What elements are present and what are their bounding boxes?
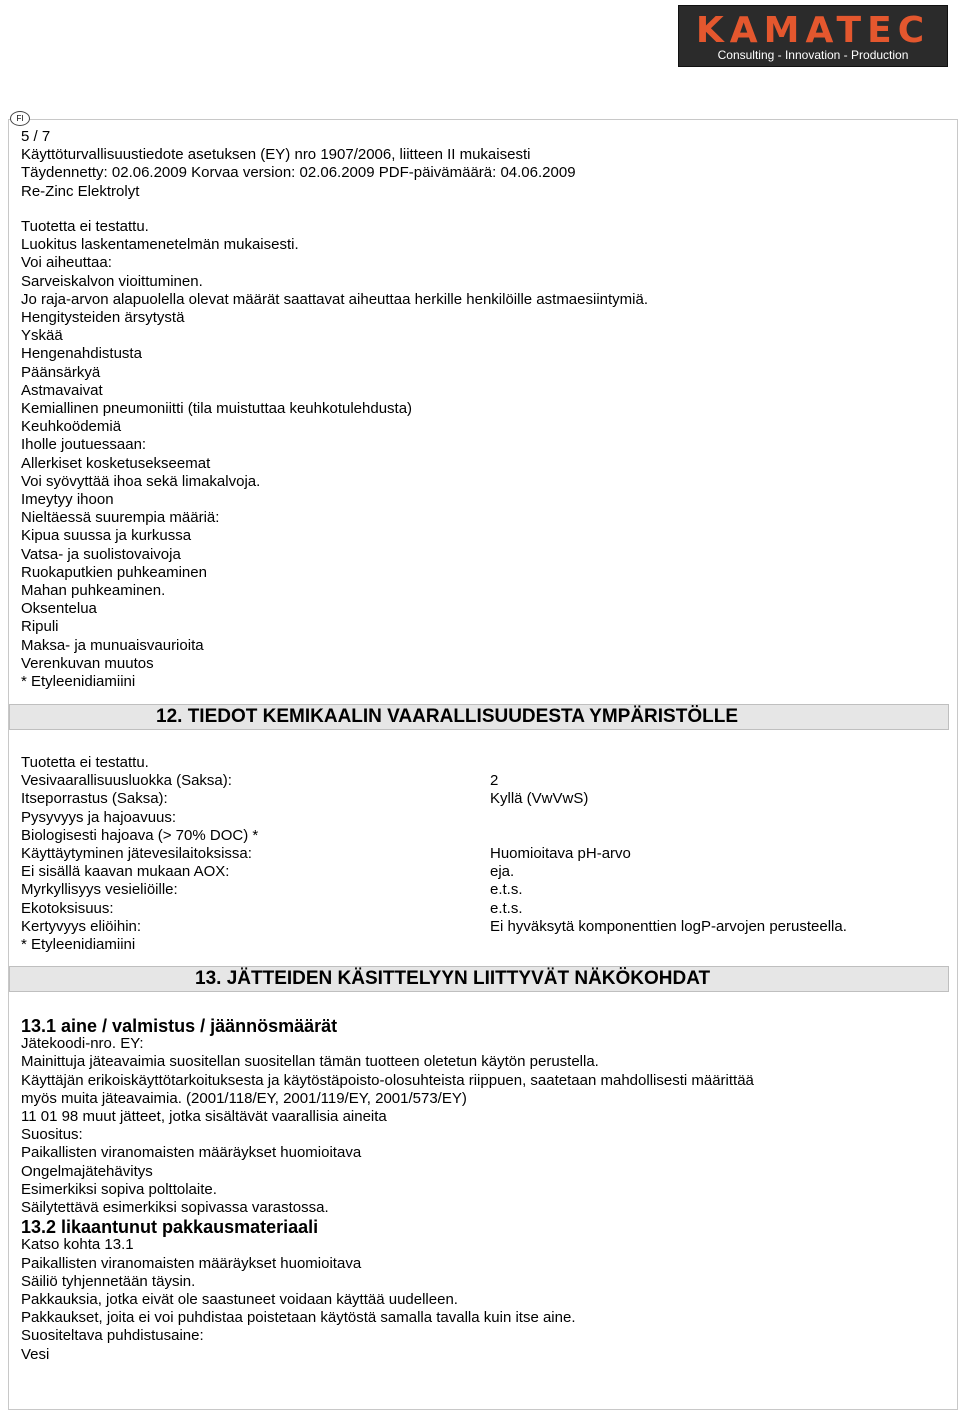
- table-row: [21, 809, 921, 827]
- row-value: 2: [490, 772, 499, 790]
- subsection-13-2-title: 13.2 likaantunut pakkausmateriaali: [21, 1217, 319, 1238]
- text-line: Kipua suussa ja kurkussa: [21, 527, 192, 545]
- text-line: Tuotetta ei testattu.: [21, 218, 149, 235]
- logo-tagline: Consulting - Innovation - Production: [717, 48, 909, 62]
- text-line: Verenkuvan muutos: [21, 654, 154, 672]
- row-value: Ei hyväksytä komponenttien logP-arvojen perusteella.: [490, 917, 847, 935]
- row-label: Biologisesti hajoava (> 70% DOC) *: [21, 826, 259, 844]
- text-line: Vatsa- ja suolistovaivoja: [21, 545, 181, 563]
- table-row: [21, 881, 921, 899]
- row-label: Ei sisällä kaavan mukaan AOX:: [21, 863, 230, 881]
- text-line: Esimerkiksi sopiva polttolaite.: [21, 1180, 217, 1198]
- row-label: Vesivaarallisuusluokka (Saksa):: [21, 772, 232, 790]
- text-line: Käyttäjän erikoiskäyttötarkoituksesta ja käytöstäpoisto-olosuhteista riippuen, saatetaan mahdollisesti määrittää: [21, 1071, 754, 1089]
- text-line: Voi syövyttää ihoa sekä limakalvoja.: [21, 472, 261, 490]
- text-line: Sarveiskalvon vioittuminen.: [21, 272, 203, 290]
- text-line: Jo raja-arvon alapuolella olevat määrät saattavat aiheuttaa herkille henkilöille astmaesiintymiä.: [21, 290, 649, 308]
- text-line: Oksentelua: [21, 600, 97, 618]
- text-line: Astmavaivat: [21, 381, 103, 399]
- table-row: [21, 918, 921, 936]
- row-label: Pysyvyys ja hajoavuus:: [21, 808, 177, 826]
- logo-brand: KAMATEC: [695, 10, 931, 51]
- text-line: Luokitus laskentamenetelmän mukaisesti.: [21, 236, 299, 254]
- text-line: * Etyleenidiamiini: [21, 673, 136, 691]
- product-name: Re-Zinc Elektrolyt: [21, 182, 140, 200]
- row-label: * Etyleenidiamiini: [21, 935, 136, 953]
- row-value: Kyllä (VwVwS): [490, 790, 589, 808]
- section-12-title: 12. TIEDOT KEMIKAALIN VAARALLISUUDESTA YMPÄRISTÖLLE: [156, 706, 738, 727]
- subsection-13-1-text: [21, 1035, 754, 1217]
- text-line: Suositeltava puhdistusaine:: [21, 1327, 204, 1345]
- text-line: Suositus:: [21, 1126, 83, 1144]
- text-line: Paikallisten viranomaisten määräykset huomioitava: [21, 1254, 362, 1272]
- row-value: Huomioitava pH-arvo: [490, 844, 631, 862]
- text-line: Allerkiset kosketusekseemat: [21, 454, 211, 472]
- disposal-section: [21, 1017, 754, 1364]
- text-line: Iholle joutuessaan:: [21, 436, 147, 454]
- text-line: Jätekoodi-nro. EY:: [21, 1035, 144, 1053]
- text-line: Imeytyy ihoon: [21, 491, 114, 509]
- text-line: Nieltäessä suurempia määriä:: [21, 509, 220, 527]
- row-value: e.t.s.: [490, 881, 523, 899]
- text-line: Pakkauksia, jotka eivät ole saastuneet voidaan käyttää uudelleen.: [21, 1291, 458, 1309]
- text-line: Ruokaputkien puhkeaminen: [21, 563, 207, 581]
- row-value: eja.: [490, 863, 515, 881]
- row-label: Itseporrastus (Saksa):: [21, 790, 168, 808]
- text-line: Kemiallinen pneumoniitti (tila muistuttaa keuhkotulehdusta): [21, 400, 413, 418]
- table-row: [21, 772, 921, 790]
- text-line: myös muita jäteavaimia. (2001/118/EY, 2001/119/EY, 2001/573/EY): [21, 1089, 467, 1107]
- section-13-header: [9, 966, 949, 992]
- row-label: Kertyvyys eliöihin:: [21, 917, 142, 935]
- row-label: Käyttäytyminen jätevesilaitoksissa:: [21, 844, 252, 862]
- row-value: e.t.s.: [490, 899, 523, 917]
- toxicology-text: [21, 218, 648, 691]
- document-header: [21, 128, 576, 201]
- revision-dates: Täydennetty: 02.06.2009 Korvaa version: 02.06.2009 PDF-päivämäärä: 04.06.2009: [21, 164, 576, 182]
- text-line: Päänsärkyä: [21, 363, 101, 381]
- subsection-13-2-text: [21, 1236, 754, 1363]
- section-13-title: 13. JÄTTEIDEN KÄSITTELYYN LIITTYVÄT NÄKÖKOHDAT: [195, 968, 711, 989]
- table-row: [21, 900, 921, 918]
- table-row: [21, 863, 921, 881]
- text-line: Ripuli: [21, 618, 59, 636]
- text-line: Keuhkoödemiä: [21, 418, 122, 436]
- text-line: Voi aiheuttaa:: [21, 254, 112, 272]
- text-line: Paikallisten viranomaisten määräykset huomioitava: [21, 1144, 362, 1162]
- table-row: [21, 790, 921, 808]
- table-row: [21, 936, 921, 954]
- document-title: Käyttöturvallisuustiedote asetuksen (EY) nro 1907/2006, liitteen II mukaisesti: [21, 146, 531, 164]
- text-line: Mainittuja jäteavaimia suositellan suositellan tämän tuotteen oletetun käytön perustella.: [21, 1053, 599, 1071]
- table-row: [21, 827, 921, 845]
- language-badge: FI: [10, 111, 30, 126]
- row-label: Myrkyllisyys vesieliöille:: [21, 881, 178, 899]
- text-line: Mahan puhkeaminen.: [21, 582, 166, 600]
- text-line: Pakkaukset, joita ei voi puhdistaa poistetaan käytöstä samalla tavalla kuin itse aine.: [21, 1309, 576, 1327]
- table-row: [21, 754, 921, 772]
- ecology-table: [21, 754, 921, 954]
- text-line: Ongelmajätehävitys: [21, 1162, 153, 1180]
- text-line: Säilytettävä esimerkiksi sopivassa varastossa.: [21, 1199, 329, 1217]
- subsection-13-1-title: 13.1 aine / valmistus / jäännösmäärät: [21, 1016, 338, 1036]
- text-line: Vesi: [21, 1345, 50, 1363]
- row-label: Tuotetta ei testattu.: [21, 754, 149, 771]
- text-line: Hengitysteiden ärsytystä: [21, 309, 185, 327]
- text-line: Hengenahdistusta: [21, 345, 142, 363]
- table-row: [21, 845, 921, 863]
- page-number: 5 / 7: [21, 128, 51, 145]
- text-line: Yskää: [21, 327, 63, 345]
- text-line: Maksa- ja munuaisvaurioita: [21, 636, 204, 654]
- text-line: 11 01 98 muut jätteet, jotka sisältävät vaarallisia aineita: [21, 1108, 387, 1126]
- row-label: Ekotoksisuus:: [21, 899, 114, 917]
- company-logo: [678, 5, 948, 67]
- text-line: Säiliö tyhjennetään täysin.: [21, 1272, 196, 1290]
- section-12-header: [9, 704, 949, 730]
- text-line: Katso kohta 13.1: [21, 1236, 134, 1254]
